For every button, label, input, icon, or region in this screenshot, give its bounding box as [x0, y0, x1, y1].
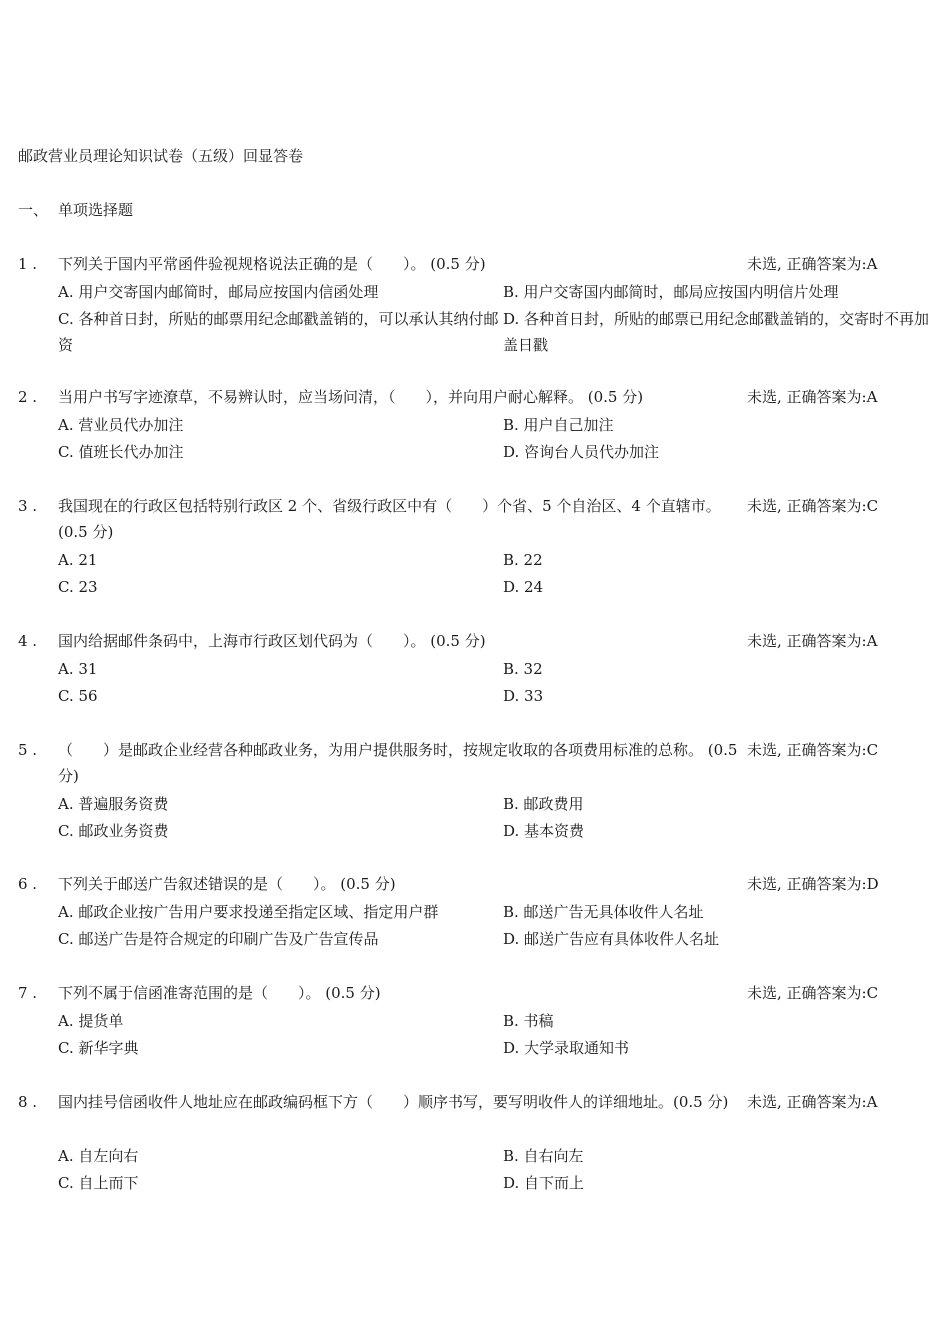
option-d[interactable]: D. 大学录取通知书 — [503, 1039, 630, 1057]
option-d[interactable]: D. 咨询台人员代办加注 — [503, 443, 660, 461]
option-b[interactable]: B. 22 — [503, 551, 543, 569]
question-number: 6 . — [18, 875, 38, 893]
option-d[interactable]: D. 基本资费 — [503, 822, 585, 840]
question-stem: （ ）是邮政企业经营各种邮政业务，为用户提供服务时，按规定收取的各项费用标准的总称。 (0.5 分) — [58, 741, 738, 785]
option-d[interactable]: D. 邮送广告应有具体收件人名址 — [503, 930, 720, 948]
question-number: 2 . — [18, 388, 38, 406]
option-c[interactable]: C. 新华字典 — [58, 1039, 139, 1057]
option-a[interactable]: A. 31 — [58, 660, 98, 678]
question-number: 8 . — [18, 1093, 38, 1111]
question-number: 3 . — [18, 497, 38, 515]
question-stem: 下列关于国内平常函件验视规格说法正确的是（ ）。 (0.5 分) — [58, 255, 486, 273]
option-d[interactable]: D. 自下而上 — [503, 1174, 585, 1192]
answer-status: 未选, 正确答案为:C — [747, 984, 879, 1002]
option-b[interactable]: B. 用户自己加注 — [503, 416, 614, 434]
option-c[interactable]: C. 自上而下 — [58, 1174, 139, 1192]
option-a[interactable]: A. 自左向右 — [58, 1147, 139, 1165]
option-a[interactable]: A. 普遍服务资费 — [58, 795, 169, 813]
option-c[interactable]: C. 23 — [58, 578, 98, 596]
section-title: 单项选择题 — [58, 201, 134, 219]
answer-status: 未选, 正确答案为:A — [747, 388, 878, 406]
option-d[interactable]: D. 各种首日封，所贴的邮票已用纪念邮戳盖销的，交寄时不再加盖日戳 — [503, 310, 930, 354]
question-stem: 国内挂号信函收件人地址应在邮政编码框下方（ ）顺序书写，要写明收件人的详细地址。(0.5 分) — [58, 1093, 729, 1111]
answer-status: 未选, 正确答案为:D — [747, 875, 879, 893]
option-a[interactable]: A. 提货单 — [58, 1012, 124, 1030]
question-stem: 下列关于邮送广告叙述错误的是（ ）。 (0.5 分) — [58, 875, 396, 893]
option-b[interactable]: B. 32 — [503, 660, 543, 678]
option-b[interactable]: B. 邮送广告无具体收件人名址 — [503, 903, 704, 921]
answer-status: 未选, 正确答案为:A — [747, 255, 878, 273]
option-c[interactable]: C. 值班长代办加注 — [58, 443, 184, 461]
question-number: 1 . — [18, 255, 38, 273]
option-c[interactable]: C. 各种首日封，所贴的邮票用纪念邮戳盖销的，可以承认其纳付邮资 — [58, 310, 499, 354]
option-a[interactable]: A. 邮政企业按广告用户要求投递至指定区域、指定用户群 — [58, 903, 439, 921]
question-number: 7 . — [18, 984, 38, 1002]
option-b[interactable]: B. 用户交寄国内邮简时，邮局应按国内明信片处理 — [503, 283, 839, 301]
question-stem: 我国现在的行政区包括特别行政区 2 个、省级行政区中有（ ）个省、5 个自治区、4 个直辖市。 (0.5 分) — [58, 497, 721, 541]
option-c[interactable]: C. 56 — [58, 687, 98, 705]
section-number: 一、 — [18, 201, 49, 219]
page-title: 邮政营业员理论知识试卷（五级）回显答卷 — [18, 147, 304, 165]
question-stem: 国内给据邮件条码中，上海市行政区划代码为（ ）。 (0.5 分) — [58, 632, 486, 650]
section-heading — [18, 200, 133, 220]
question-stem: 当用户书写字迹潦草，不易辨认时，应当场问清，（ ），并向用户耐心解释。 (0.5 分) — [58, 388, 644, 406]
question-stem: 下列不属于信函准寄范围的是（ ）。 (0.5 分) — [58, 984, 381, 1002]
answer-status: 未选, 正确答案为:C — [747, 741, 879, 759]
option-d[interactable]: D. 24 — [503, 578, 544, 596]
option-c[interactable]: C. 邮政业务资费 — [58, 822, 169, 840]
answer-status: 未选, 正确答案为:C — [747, 497, 879, 515]
option-b[interactable]: B. 邮政费用 — [503, 795, 584, 813]
option-a[interactable]: A. 用户交寄国内邮简时，邮局应按国内信函处理 — [58, 283, 379, 301]
question-number: 5 . — [18, 741, 38, 759]
answer-status: 未选, 正确答案为:A — [747, 632, 878, 650]
option-c[interactable]: C. 邮送广告是符合规定的印刷广告及广告宣传品 — [58, 930, 379, 948]
option-b[interactable]: B. 自右向左 — [503, 1147, 584, 1165]
answer-status: 未选, 正确答案为:A — [747, 1093, 878, 1111]
option-a[interactable]: A. 21 — [58, 551, 98, 569]
option-b[interactable]: B. 书稿 — [503, 1012, 554, 1030]
question-number: 4 . — [18, 632, 38, 650]
option-a[interactable]: A. 营业员代办加注 — [58, 416, 184, 434]
option-d[interactable]: D. 33 — [503, 687, 544, 705]
